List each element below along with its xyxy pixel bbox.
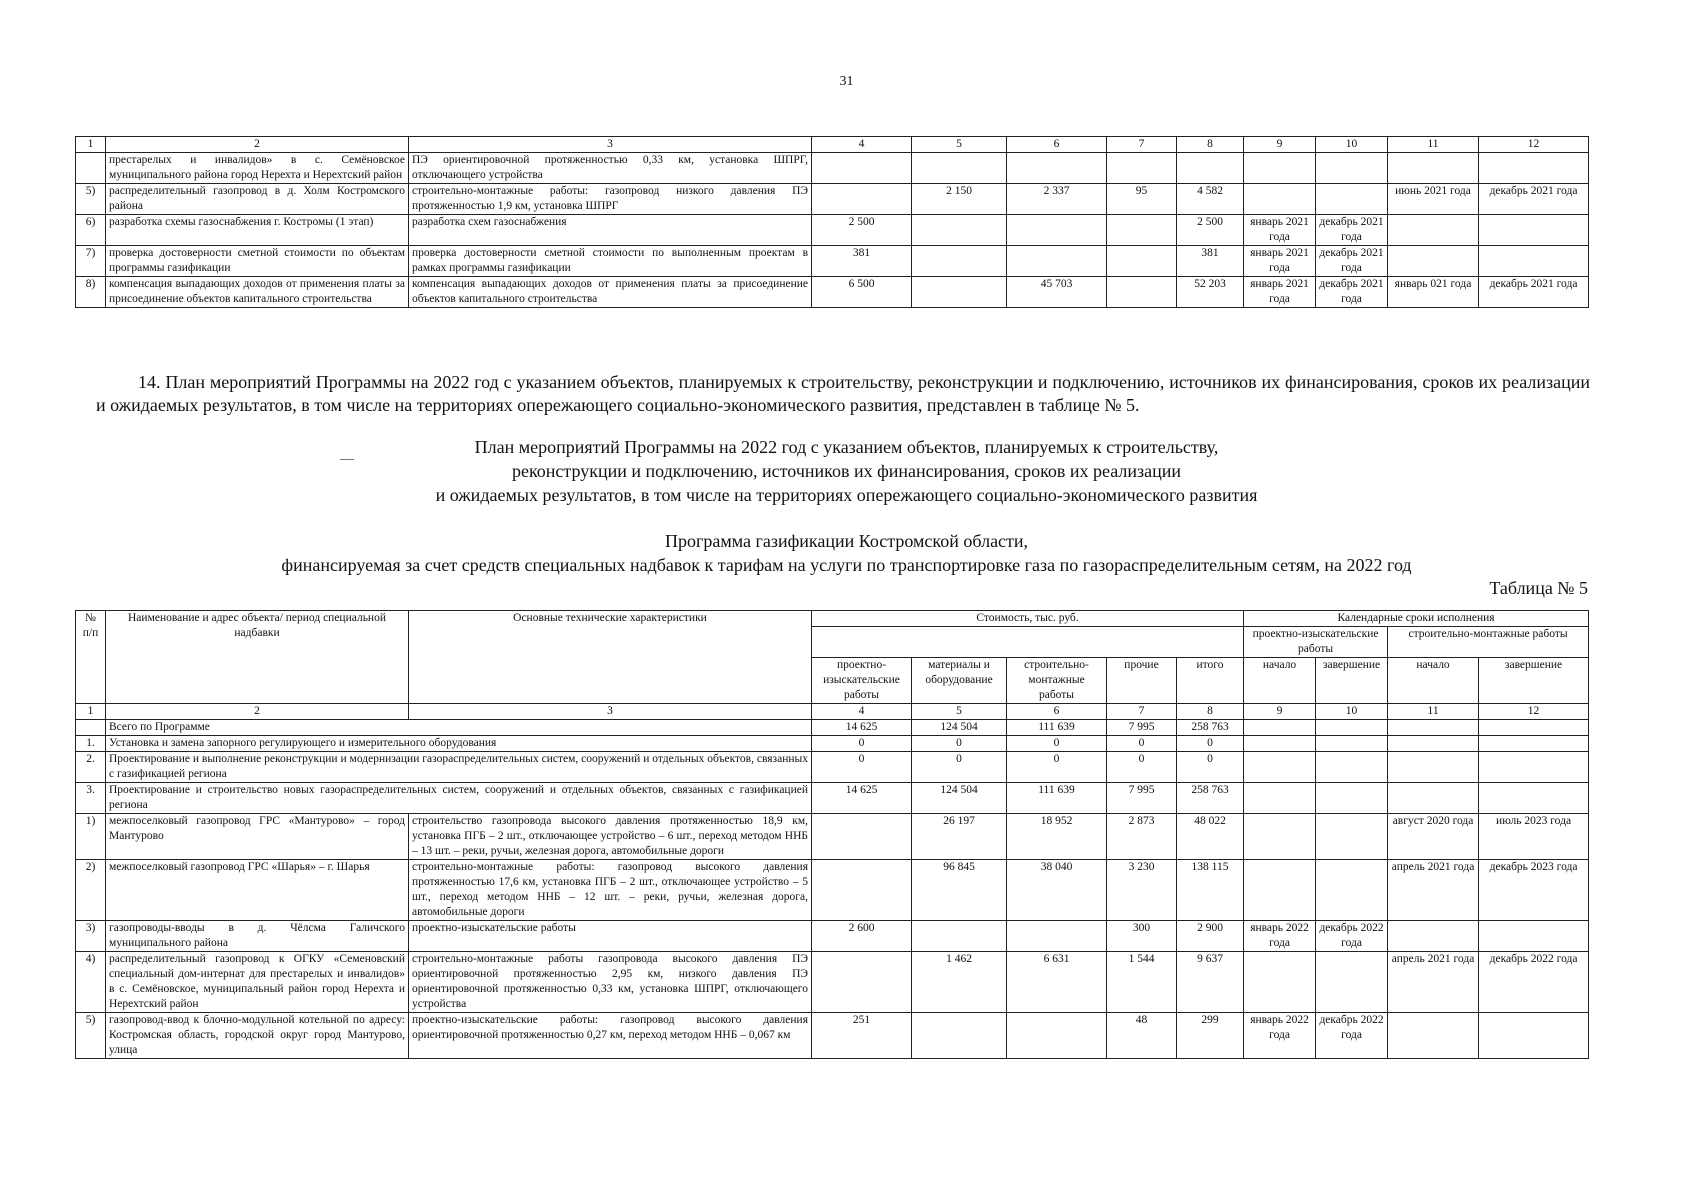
- col-num: 3: [409, 137, 812, 153]
- col-num: 8: [1177, 137, 1244, 153]
- tech-characteristics: компенсация выпадающих доходов от применения платы за присоединение объектов капитального строительства: [409, 277, 812, 308]
- cost-other: 95: [1107, 184, 1177, 215]
- col-num: 5: [912, 137, 1007, 153]
- design-end: [1316, 860, 1388, 921]
- header-calendar: Календарные сроки исполнения: [1244, 611, 1589, 627]
- total-other: 7 995: [1107, 720, 1177, 736]
- empty-cell: [1244, 736, 1316, 752]
- cost-design: 2 500: [812, 215, 912, 246]
- object-name: распределительный газопровод к ОГКУ «Семеновский специальный дом-интернат для престарелых и инвалидов» в с. Семёновское, муниципальный район город Нерехта и Нерехтский район: [106, 952, 409, 1013]
- row-number: 4): [76, 952, 106, 1013]
- design-start: январь 2022 года: [1244, 1013, 1316, 1059]
- cost-design: [812, 184, 912, 215]
- object-name: престарелых и инвалидов» в с. Семёновское муниципального района город Нерехта и Нерехтский район: [106, 153, 409, 184]
- col-num: 12: [1479, 704, 1589, 720]
- object-name: распределительный газопровод в д. Холм Костромского района: [106, 184, 409, 215]
- cost-total: 2 500: [1177, 215, 1244, 246]
- col-num: 4: [812, 137, 912, 153]
- cost-other: 7 995: [1107, 783, 1177, 814]
- construct-start: [1388, 921, 1479, 952]
- object-name: проверка достоверности сметной стоимости по объектам программы газификации: [106, 246, 409, 277]
- tech-characteristics: ПЭ ориентировочной протяженностью 0,33 км, установка ШПРГ, отключающего устройства: [409, 153, 812, 184]
- total-construction: 111 639: [1007, 720, 1107, 736]
- section-title: Проектирование и строительство новых газораспределительных систем, сооружений и отдельных объектов, связанных с газификацией региона: [106, 783, 812, 814]
- empty-cell: [1479, 736, 1589, 752]
- object-name: компенсация выпадающих доходов от применения платы за присоединение объектов капитального строительства: [106, 277, 409, 308]
- design-start: январь 2021 года: [1244, 246, 1316, 277]
- header-construct-start: начало: [1388, 658, 1479, 704]
- header-cost-spacer: [812, 627, 1244, 658]
- design-start: [1244, 860, 1316, 921]
- col-num: 12: [1479, 137, 1589, 153]
- section-number: 3.: [76, 783, 106, 814]
- cost-design: 6 500: [812, 277, 912, 308]
- col-num: 7: [1107, 137, 1177, 153]
- row-number: 5): [76, 184, 106, 215]
- construct-start: [1388, 153, 1479, 184]
- header-cost-total: итого: [1177, 658, 1244, 704]
- tech-characteristics: строительство газопровода высокого давления протяженностью 18,9 км, установка ПГБ – 2 шт., отключающее устройство – 6 шт., переход методом ННБ – 13 шт. – реки, ручьи, железная дорога, автомобильные дороги: [409, 814, 812, 860]
- tech-characteristics: проектно-изыскательские работы: [409, 921, 812, 952]
- design-end: [1316, 814, 1388, 860]
- col-num: 2: [106, 704, 409, 720]
- table-5: [75, 610, 1589, 1059]
- cost-other: [1107, 246, 1177, 277]
- cost-materials: 96 845: [912, 860, 1007, 921]
- section-row: [76, 783, 1589, 814]
- cost-other: 300: [1107, 921, 1177, 952]
- construct-end: декабрь 2021 года: [1479, 184, 1589, 215]
- cost-other: 48: [1107, 1013, 1177, 1059]
- construct-start: апрель 2021 года: [1388, 860, 1479, 921]
- cost-design: 381: [812, 246, 912, 277]
- col-num: 6: [1007, 137, 1107, 153]
- row-number: [76, 153, 106, 184]
- col-num: 4: [812, 704, 912, 720]
- design-start: [1244, 153, 1316, 184]
- row-number: 8): [76, 277, 106, 308]
- cost-materials: [912, 921, 1007, 952]
- object-name: газопроводы-вводы в д. Чёлсма Галичского муниципального района: [106, 921, 409, 952]
- cost-other: 0: [1107, 752, 1177, 783]
- cost-materials: 124 504: [912, 783, 1007, 814]
- construct-end: [1479, 921, 1589, 952]
- table-row: [76, 246, 1589, 277]
- heading-plan-line-1: План мероприятий Программы на 2022 год с указанием объектов, планируемых к строительству,: [474, 437, 1219, 457]
- empty-cell: [1316, 783, 1388, 814]
- table-row: [76, 952, 1589, 1013]
- construct-end: декабрь 2022 года: [1479, 952, 1589, 1013]
- section-title: Установка и замена запорного регулирующего и измерительного оборудования: [106, 736, 812, 752]
- stray-mark: [340, 459, 354, 460]
- cost-design: [812, 814, 912, 860]
- cost-design: 251: [812, 1013, 912, 1059]
- construct-start: август 2020 года: [1388, 814, 1479, 860]
- construct-start: [1388, 246, 1479, 277]
- object-name: разработка схемы газоснабжения г. Костромы (1 этап): [106, 215, 409, 246]
- cost-design: 0: [812, 736, 912, 752]
- cost-other: [1107, 277, 1177, 308]
- paragraph-14: 14. План мероприятий Программы на 2022 год с указанием объектов, планируемых к строительству, реконструкции и подключению, источников их финансирования, сроков их реализации и ожидаемых результатов, в том числе на территориях опережающего социально-экономического развития, представлен в таблице № 5.: [96, 372, 1590, 415]
- header-design-start: начало: [1244, 658, 1316, 704]
- empty-cell: [1244, 752, 1316, 783]
- cost-construction: 38 040: [1007, 860, 1107, 921]
- construct-start: апрель 2021 года: [1388, 952, 1479, 1013]
- total-design: 14 625: [812, 720, 912, 736]
- cost-total: 52 203: [1177, 277, 1244, 308]
- empty-cell: [1316, 752, 1388, 783]
- empty-cell: [1388, 783, 1479, 814]
- design-start: январь 2022 года: [1244, 921, 1316, 952]
- col-num: 10: [1316, 137, 1388, 153]
- col-num: 11: [1388, 704, 1479, 720]
- cost-materials: [912, 215, 1007, 246]
- design-start: январь 2021 года: [1244, 277, 1316, 308]
- cost-construction: [1007, 215, 1107, 246]
- tech-characteristics: строительно-монтажные работы газопровода высокого давления ПЭ ориентировочной протяженностью 2,95 км, низкого давления ПЭ ориентировочной протяженностью 0,33 км, установка ШПРГ, отключающего устройства: [409, 952, 812, 1013]
- cost-materials: 0: [912, 736, 1007, 752]
- empty-cell: [1316, 736, 1388, 752]
- cost-total: 138 115: [1177, 860, 1244, 921]
- empty-cell: [1388, 736, 1479, 752]
- construct-end: июль 2023 года: [1479, 814, 1589, 860]
- total-sum: 258 763: [1177, 720, 1244, 736]
- section-number: 2.: [76, 752, 106, 783]
- cost-other: [1107, 215, 1177, 246]
- col-num: 1: [76, 704, 106, 720]
- header-cost-materials: материалы и оборудование: [912, 658, 1007, 704]
- cost-construction: 45 703: [1007, 277, 1107, 308]
- cost-design: [812, 952, 912, 1013]
- cost-total: 0: [1177, 736, 1244, 752]
- cost-design: 14 625: [812, 783, 912, 814]
- header-construct-group: строительно-монтажные работы: [1388, 627, 1589, 658]
- design-end: [1316, 153, 1388, 184]
- design-start: [1244, 814, 1316, 860]
- cost-construction: 2 337: [1007, 184, 1107, 215]
- cost-other: [1107, 153, 1177, 184]
- cost-other: 3 230: [1107, 860, 1177, 921]
- design-end: декабрь 2022 года: [1316, 921, 1388, 952]
- col-num: 7: [1107, 704, 1177, 720]
- col-num: 10: [1316, 704, 1388, 720]
- table-row: [76, 153, 1589, 184]
- empty-cell: [1388, 752, 1479, 783]
- heading-plan-line-2: реконструкции и подключению, источников их финансирования, сроков их реализации: [511, 461, 1182, 481]
- construct-end: [1479, 153, 1589, 184]
- header-cost: Стоимость, тыс. руб.: [812, 611, 1244, 627]
- col-num: 9: [1244, 137, 1316, 153]
- header-cost-construction: строительно-монтажные работы: [1007, 658, 1107, 704]
- section-title: Проектирование и выполнение реконструкции и модернизации газораспределительных систем, сооружений и отдельных объектов, связанных с газификацией региона: [106, 752, 812, 783]
- cost-total: 2 900: [1177, 921, 1244, 952]
- row-number: 7): [76, 246, 106, 277]
- row-number: 1): [76, 814, 106, 860]
- table-label: Таблица № 5: [1489, 578, 1588, 598]
- cost-design: 2 600: [812, 921, 912, 952]
- col-num: 2: [106, 137, 409, 153]
- design-end: декабрь 2021 года: [1316, 246, 1388, 277]
- cost-construction: [1007, 246, 1107, 277]
- col-num: 5: [912, 704, 1007, 720]
- cost-other: 1 544: [1107, 952, 1177, 1013]
- cost-total: 299: [1177, 1013, 1244, 1059]
- tech-characteristics: разработка схем газоснабжения: [409, 215, 812, 246]
- table-row: [76, 921, 1589, 952]
- col-num: 6: [1007, 704, 1107, 720]
- tech-characteristics: строительно-монтажные работы: газопровод низкого давления ПЭ протяженностью 1,9 км, установка ШПРГ: [409, 184, 812, 215]
- cost-construction: 111 639: [1007, 783, 1107, 814]
- cost-materials: [912, 1013, 1007, 1059]
- empty-cell: [1244, 783, 1316, 814]
- col-num: 1: [76, 137, 106, 153]
- row-number: 5): [76, 1013, 106, 1059]
- table-row: [76, 215, 1589, 246]
- construct-start: июнь 2021 года: [1388, 184, 1479, 215]
- object-name: межпоселковый газопровод ГРС «Мантурово» – город Мантурово: [106, 814, 409, 860]
- header-construct-end: завершение: [1479, 658, 1589, 704]
- cost-other: 0: [1107, 736, 1177, 752]
- cost-construction: 0: [1007, 736, 1107, 752]
- design-end: декабрь 2021 года: [1316, 215, 1388, 246]
- heading-plan-line-3: и ожидаемых результатов, в том числе на территориях опережающего социально-экономического развития: [435, 485, 1258, 505]
- cost-total: 0: [1177, 752, 1244, 783]
- construct-end: [1479, 1013, 1589, 1059]
- cost-design: [812, 860, 912, 921]
- header-name: Наименование и адрес объекта/ период специальной надбавки: [106, 611, 409, 704]
- row-number: 3): [76, 921, 106, 952]
- header-design-end: завершение: [1316, 658, 1388, 704]
- construct-start: январь 021 года: [1388, 277, 1479, 308]
- cost-materials: [912, 277, 1007, 308]
- row-number: 6): [76, 215, 106, 246]
- heading-program-line-1: Программа газификации Костромской области,: [664, 531, 1029, 551]
- construct-end: [1479, 246, 1589, 277]
- header-design-group: проектно-изыскательские работы: [1244, 627, 1388, 658]
- cost-materials: 2 150: [912, 184, 1007, 215]
- cost-construction: [1007, 921, 1107, 952]
- construct-end: декабрь 2023 года: [1479, 860, 1589, 921]
- cost-construction: 0: [1007, 752, 1107, 783]
- col-num: 3: [409, 704, 812, 720]
- design-end: декабрь 2021 года: [1316, 277, 1388, 308]
- cost-materials: 26 197: [912, 814, 1007, 860]
- design-end: [1316, 184, 1388, 215]
- column-numbers-row: [76, 137, 1589, 153]
- header-cost-design: проектно-изыскательские работы: [812, 658, 912, 704]
- design-end: декабрь 2022 года: [1316, 1013, 1388, 1059]
- cost-materials: 0: [912, 752, 1007, 783]
- design-end: [1316, 952, 1388, 1013]
- cost-design: 0: [812, 752, 912, 783]
- cost-materials: [912, 153, 1007, 184]
- design-start: [1244, 184, 1316, 215]
- construct-end: [1479, 215, 1589, 246]
- col-num: 8: [1177, 704, 1244, 720]
- column-numbers-row: [76, 704, 1589, 720]
- section-row: [76, 752, 1589, 783]
- cost-materials: [912, 246, 1007, 277]
- construct-start: [1388, 215, 1479, 246]
- object-name: газопровод-ввод к блочно-модульной котельной по адресу: Костромская область, городской округ город Мантурово, улица: [106, 1013, 409, 1059]
- col-num: 9: [1244, 704, 1316, 720]
- section-number: 1.: [76, 736, 106, 752]
- table-row: [76, 184, 1589, 215]
- header-cost-other: прочие: [1107, 658, 1177, 704]
- header-num: № п/п: [76, 611, 106, 704]
- construct-end: декабрь 2021 года: [1479, 277, 1589, 308]
- heading-program-line-2: финансируемая за счет средств специальных надбавок к тарифам на услуги по транспортировке газа по газораспределительным сетям, на 2022 год: [281, 555, 1412, 575]
- table-row: [76, 277, 1589, 308]
- cost-materials: 1 462: [912, 952, 1007, 1013]
- total-materials: 124 504: [912, 720, 1007, 736]
- cost-construction: [1007, 1013, 1107, 1059]
- cost-total: 258 763: [1177, 783, 1244, 814]
- tech-characteristics: строительно-монтажные работы: газопровод высокого давления протяженностью 17,6 км, установка ПГБ – 2 шт., отключающее устройство – 5 шт., переход методом ННБ – 12 шт. – реки, ручьи, железная дорога, автомобильные дороги: [409, 860, 812, 921]
- table-row: [76, 1013, 1589, 1059]
- table-row: [76, 860, 1589, 921]
- cost-other: 2 873: [1107, 814, 1177, 860]
- object-name: межпоселковый газопровод ГРС «Шарья» – г. Шарья: [106, 860, 409, 921]
- total-row: [76, 720, 1589, 736]
- header-tech: Основные технические характеристики: [409, 611, 812, 704]
- cost-total: 4 582: [1177, 184, 1244, 215]
- cost-total: [1177, 153, 1244, 184]
- cost-total: 381: [1177, 246, 1244, 277]
- cost-construction: [1007, 153, 1107, 184]
- tech-characteristics: проверка достоверности сметной стоимости по выполненным проектам в рамках программы газификации: [409, 246, 812, 277]
- total-label: Всего по Программе: [106, 720, 812, 736]
- table-row: [76, 814, 1589, 860]
- design-start: январь 2021 года: [1244, 215, 1316, 246]
- cost-total: 9 637: [1177, 952, 1244, 1013]
- empty-cell: [1479, 783, 1589, 814]
- row-number: 2): [76, 860, 106, 921]
- cost-construction: 6 631: [1007, 952, 1107, 1013]
- design-start: [1244, 952, 1316, 1013]
- section-row: [76, 736, 1589, 752]
- col-num: 11: [1388, 137, 1479, 153]
- construct-start: [1388, 1013, 1479, 1059]
- cost-design: [812, 153, 912, 184]
- tech-characteristics: проектно-изыскательские работы: газопровод высокого давления ориентировочной протяженностью 0,27 км, переход методом ННБ – 0,067 км: [409, 1013, 812, 1059]
- cost-total: 48 022: [1177, 814, 1244, 860]
- empty-cell: [1479, 752, 1589, 783]
- table-continuation: [75, 136, 1589, 308]
- page-number: 31: [839, 74, 854, 89]
- cost-construction: 18 952: [1007, 814, 1107, 860]
